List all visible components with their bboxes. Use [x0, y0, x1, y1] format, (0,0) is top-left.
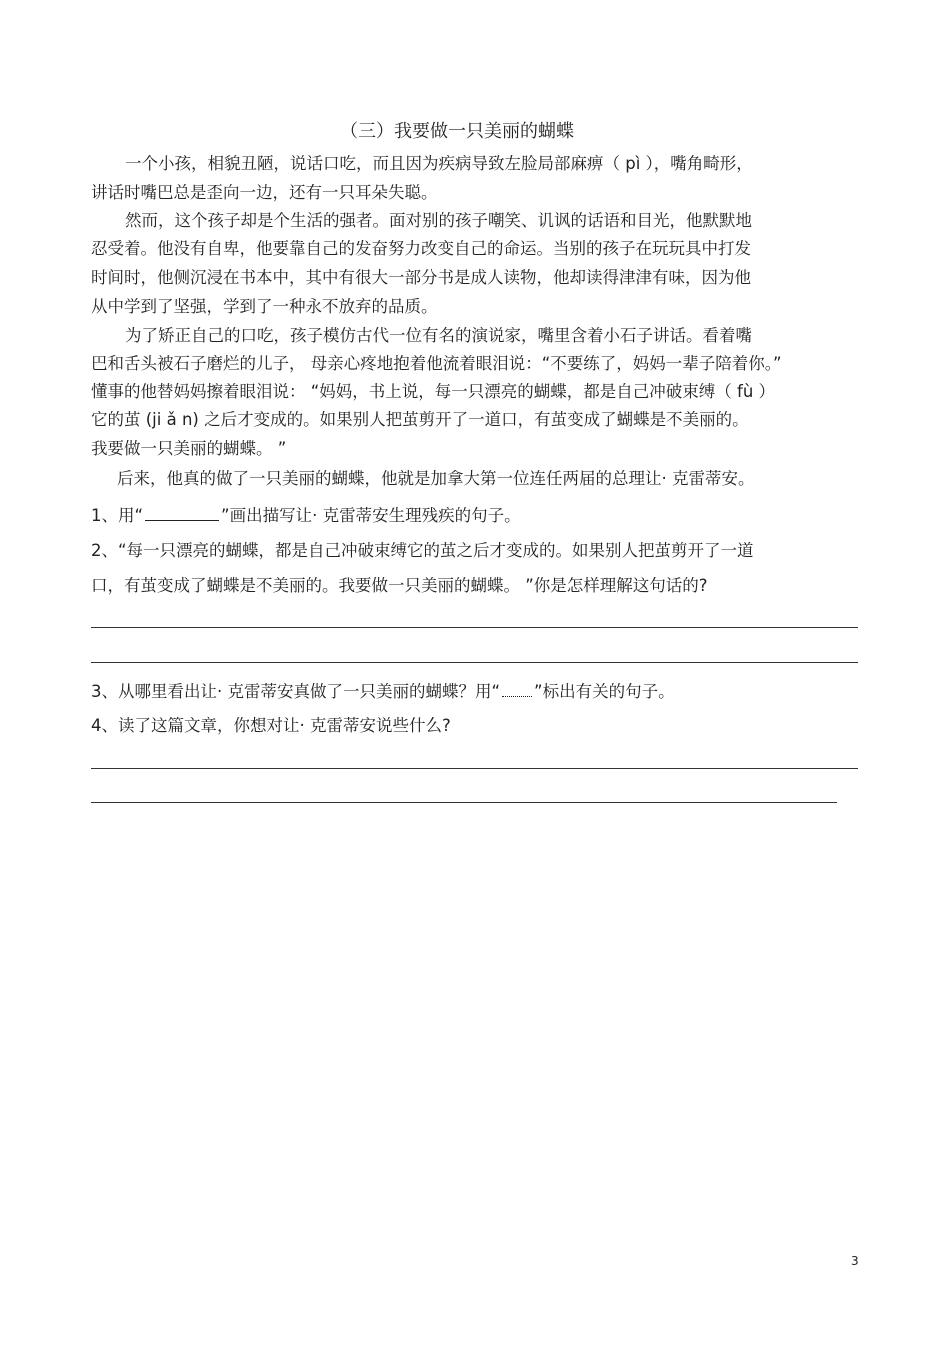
passage-line: 为了矫正自己的口吃，孩子模仿古代一位有名的演说家，嘴里含着小石子讲话。看着嘴	[125, 326, 752, 345]
question-3-prefix: 3、从哪里看出让· 克雷蒂安真做了一只美丽的蝴蝶？用“	[91, 682, 501, 701]
answer-line[interactable]	[91, 802, 837, 803]
passage-line: 后来，他真的做了一只美丽的蝴蝶，他就是加拿大第一位连任两届的总理让· 克雷蒂安。	[117, 469, 755, 488]
answer-line[interactable]	[91, 662, 858, 663]
passage-line: 忍受着。他没有自卑，他要靠自己的发奋努力改变自己的命运。当别的孩子在玩玩具中打发	[91, 239, 751, 258]
passage-line: 我要做一只美丽的蝴蝶。 ”	[91, 439, 287, 458]
question-1-prefix: 1、用“	[91, 506, 144, 525]
passage-line: 从中学到了坚强，学到了一种永不放弃的品质。	[91, 297, 438, 316]
underline-blank	[145, 506, 219, 521]
answer-line[interactable]	[91, 768, 858, 769]
passage-line: 时间时，他侧沉浸在书本中，其中有很大一部分书是成人读物，他却读得津津有味，因为他	[91, 268, 751, 287]
passage-line: 讲话时嘴巴总是歪向一边，还有一只耳朵失聪。	[91, 183, 438, 202]
passage-line: 一个小孩，相貌丑陋，说话口吃，而且因为疾病导致左脸局部麻痹（ pì ），嘴角畸形，	[125, 154, 753, 173]
question-2-line-2: 口，有茧变成了蝴蝶是不美丽的。我要做一只美丽的蝴蝶。 ”你是怎样理解这句话的?	[91, 576, 708, 595]
question-3-suffix: ”标出有关的句子。	[534, 682, 675, 701]
question-3	[91, 682, 675, 702]
question-2-line-1: 2、“每一只漂亮的蝴蝶，都是自己冲破束缚它的茧之后才变成的。如果别人把茧剪开了一道	[91, 541, 754, 560]
wavy-underline-mark	[502, 684, 532, 697]
passage-line: 然而，这个孩子却是个生活的强者。面对别的孩子嘲笑、讥讽的话语和目光，他默默地	[125, 211, 752, 230]
question-1-suffix: ”画出描写让· 克雷蒂安生理残疾的句子。	[221, 506, 521, 525]
question-1	[91, 506, 521, 526]
question-4: 4、读了这篇文章，你想对让· 克雷蒂安说些什么?	[91, 716, 451, 735]
passage-line: 它的茧 (ji ǎ n) 之后才变成的。如果别人把茧剪开了一道口，有茧变成了蝴蝶是不美丽的。	[91, 410, 749, 429]
page-number: 3	[851, 1254, 859, 1268]
passage-line: 懂事的他替妈妈擦着眼泪说： “妈妈，书上说，每一只漂亮的蝴蝶，都是自己冲破束缚（ fù ）	[91, 382, 776, 401]
answer-line[interactable]	[91, 627, 858, 628]
passage-line: 巴和舌头被石子磨烂的儿子， 母亲心疼地抱着他流着眼泪说：“不要练了，妈妈一辈子陪着你。”	[91, 354, 782, 373]
page-title: （三）我要做一只美丽的蝴蝶	[340, 121, 574, 142]
